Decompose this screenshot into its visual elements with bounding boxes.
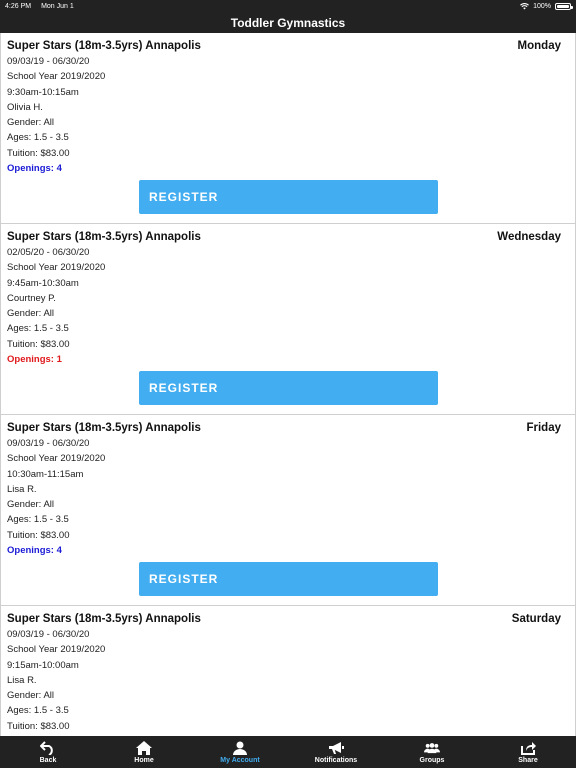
- tab-notifications[interactable]: [288, 736, 384, 768]
- groups-icon: [424, 741, 440, 755]
- megaphone-icon: [328, 741, 344, 755]
- class-dates: 09/03/19 - 06/30/20: [7, 438, 90, 449]
- battery-icon: [555, 3, 571, 10]
- class-school-year: School Year 2019/2020: [7, 71, 106, 83]
- class-dates: 09/03/19 - 06/30/20: [7, 56, 90, 67]
- register-button[interactable]: REGISTER: [139, 562, 438, 596]
- class-instructor: Olivia H.: [7, 101, 43, 113]
- class-title: Super Stars (18m-3.5yrs) Annapolis: [7, 613, 201, 625]
- class-instructor: Courtney P.: [7, 292, 56, 304]
- class-school-year: School Year 2019/2020: [7, 262, 106, 274]
- class-openings: Openings: 4: [7, 163, 62, 175]
- user-icon: [232, 741, 248, 755]
- class-card: [0, 606, 576, 736]
- class-ages: Ages: 1.5 - 3.5: [7, 323, 69, 335]
- class-ages: Ages: 1.5 - 3.5: [7, 514, 69, 526]
- bottom-tab-bar: [0, 736, 576, 768]
- class-gender: Gender: All: [7, 308, 54, 320]
- register-button[interactable]: REGISTER: [139, 371, 438, 405]
- class-card: [0, 224, 576, 415]
- class-time: 9:15am-10:00am: [7, 659, 79, 671]
- tab-label: Notifications: [314, 756, 358, 764]
- class-school-year: School Year 2019/2020: [7, 453, 106, 465]
- class-dates: 09/03/19 - 06/30/20: [7, 629, 90, 640]
- page-title-bar: [0, 13, 576, 33]
- home-icon: [136, 741, 152, 755]
- class-openings: Openings: 1: [7, 354, 62, 366]
- class-title: Super Stars (18m-3.5yrs) Annapolis: [7, 231, 201, 243]
- class-gender: Gender: All: [7, 117, 54, 129]
- tab-label: Back: [39, 756, 57, 764]
- tab-label: Groups: [419, 756, 445, 764]
- tab-groups[interactable]: [384, 736, 480, 768]
- tab-home[interactable]: [96, 736, 192, 768]
- back-icon: [40, 741, 56, 755]
- class-tuition: Tuition: $83.00: [7, 147, 70, 159]
- status-time: 4:26 PM: [5, 3, 32, 10]
- tab-my-account[interactable]: [192, 736, 288, 768]
- class-day: Wednesday: [497, 231, 561, 243]
- tab-label: My Account: [220, 756, 260, 764]
- class-time: 10:30am-11:15am: [7, 468, 84, 480]
- class-ages: Ages: 1.5 - 3.5: [7, 705, 69, 717]
- class-tuition: Tuition: $83.00: [7, 338, 70, 350]
- share-icon: [520, 741, 536, 755]
- class-tuition: Tuition: $83.00: [7, 720, 70, 732]
- class-instructor: Lisa R.: [7, 483, 37, 495]
- class-gender: Gender: All: [7, 690, 54, 702]
- class-card: [0, 33, 576, 224]
- class-tuition: Tuition: $83.00: [7, 529, 70, 541]
- register-button[interactable]: REGISTER: [139, 180, 438, 214]
- class-school-year: School Year 2019/2020: [7, 644, 106, 656]
- class-list[interactable]: [0, 33, 576, 736]
- class-card: [0, 415, 576, 606]
- status-date: Mon Jun 1: [41, 3, 74, 10]
- class-time: 9:30am-10:15am: [7, 86, 79, 98]
- class-ages: Ages: 1.5 - 3.5: [7, 132, 69, 144]
- class-gender: Gender: All: [7, 499, 54, 511]
- wifi-icon: [520, 3, 529, 10]
- tab-share[interactable]: [480, 736, 576, 768]
- class-dates: 02/05/20 - 06/30/20: [7, 247, 90, 258]
- class-title: Super Stars (18m-3.5yrs) Annapolis: [7, 422, 201, 434]
- class-title: Super Stars (18m-3.5yrs) Annapolis: [7, 40, 201, 52]
- status-bar: [0, 0, 576, 13]
- class-day: Saturday: [511, 613, 561, 625]
- class-day: Monday: [517, 40, 561, 52]
- class-openings: Openings: 4: [7, 545, 62, 557]
- class-instructor: Lisa R.: [7, 674, 37, 686]
- tab-label: Share: [518, 756, 538, 764]
- class-day: Friday: [526, 422, 561, 434]
- battery-percent: 100%: [533, 3, 551, 10]
- class-time: 9:45am-10:30am: [7, 277, 79, 289]
- tab-label: Home: [134, 756, 154, 764]
- page-title: Toddler Gymnastics: [230, 16, 346, 30]
- tab-back[interactable]: [0, 736, 96, 768]
